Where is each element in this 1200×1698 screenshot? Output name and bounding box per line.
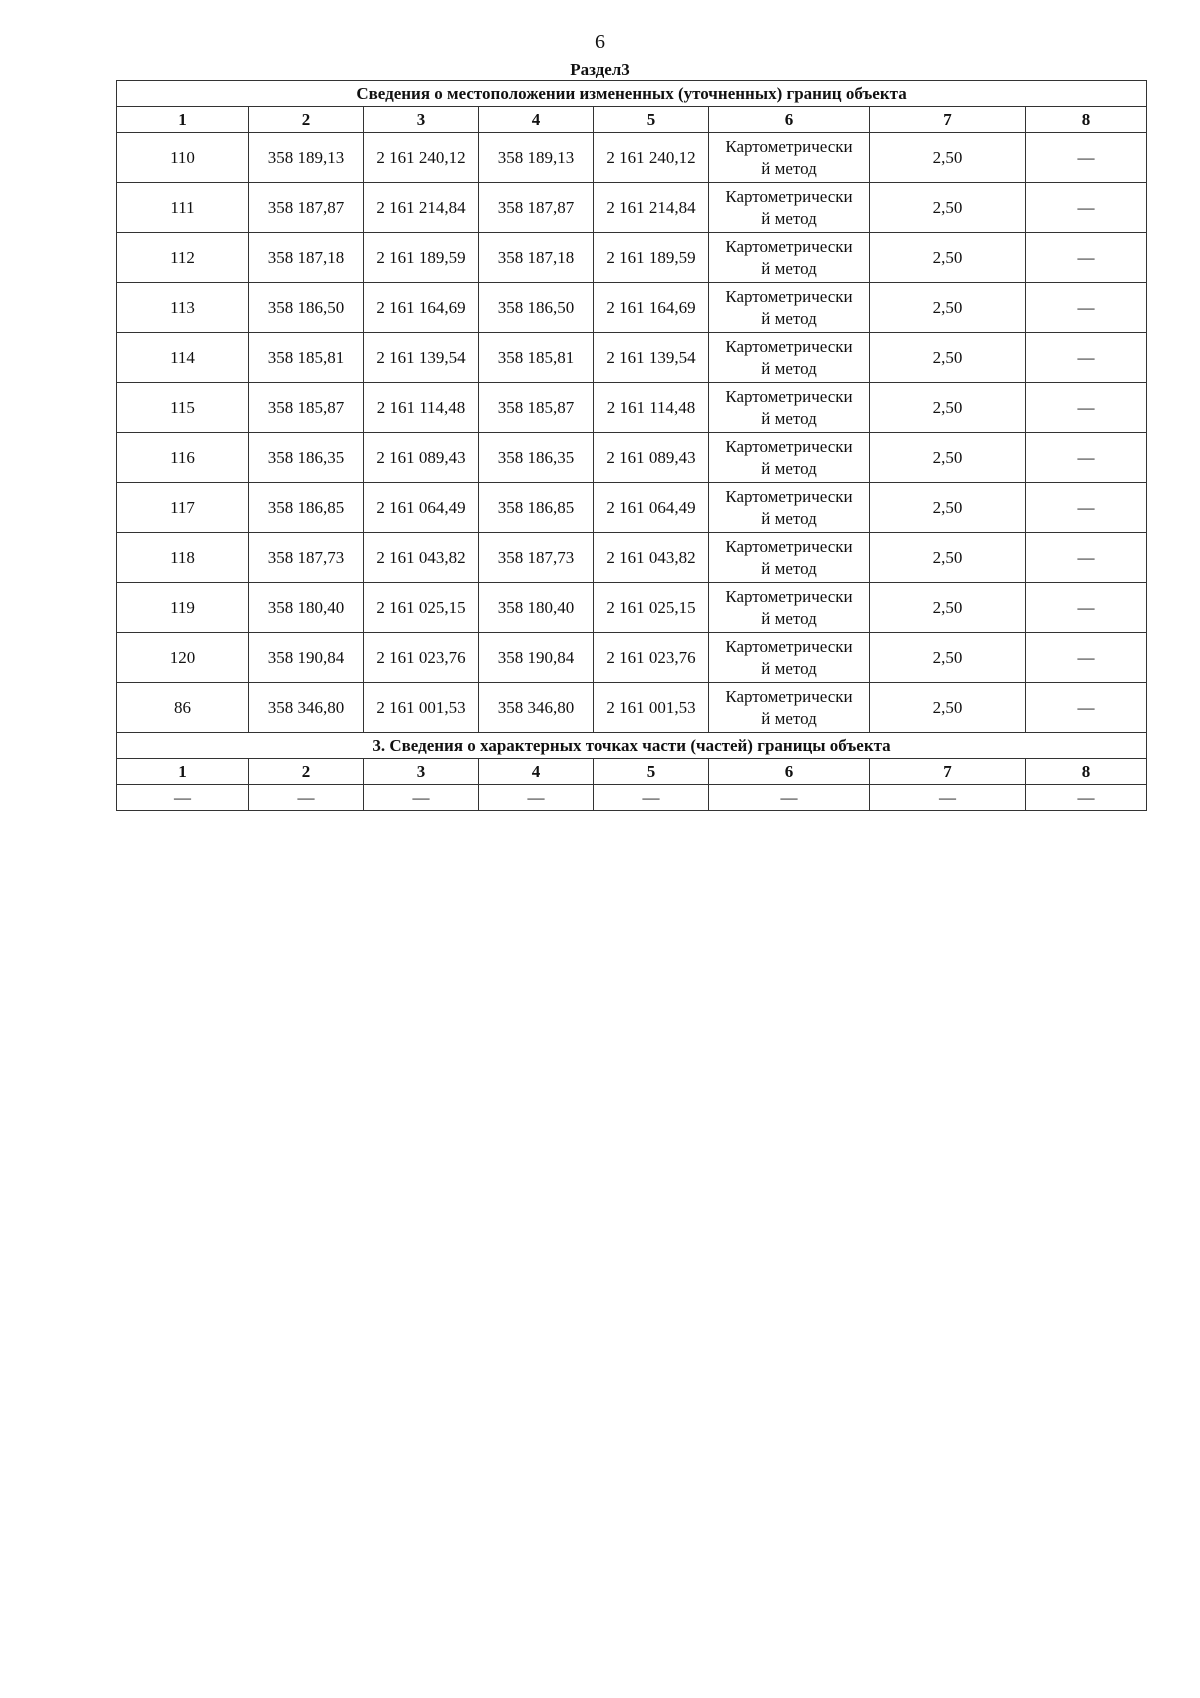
cell-c4: 358 189,13 bbox=[479, 133, 594, 183]
cell-c8: — bbox=[1026, 133, 1147, 183]
cell-c3: 2 161 240,12 bbox=[364, 133, 479, 183]
cell-c5: 2 161 089,43 bbox=[594, 433, 709, 483]
cell-c3: 2 161 214,84 bbox=[364, 183, 479, 233]
method-line-1: Картометрически bbox=[725, 486, 853, 506]
page-number: 6 bbox=[595, 31, 605, 53]
cell-c5: — bbox=[594, 785, 709, 811]
table-row bbox=[117, 785, 1147, 811]
cell-c3: 2 161 043,82 bbox=[364, 533, 479, 583]
table-row bbox=[117, 433, 1147, 483]
cell-method bbox=[709, 283, 870, 333]
method-line-2: й метод bbox=[761, 508, 817, 528]
cell-c3: 2 161 064,49 bbox=[364, 483, 479, 533]
cell-c1: 110 bbox=[117, 133, 249, 183]
cell-method bbox=[709, 583, 870, 633]
method-line-1: Картометрически bbox=[725, 636, 853, 656]
cell-c5: 2 161 023,76 bbox=[594, 633, 709, 683]
cell-c8: — bbox=[1026, 183, 1147, 233]
table-row bbox=[117, 483, 1147, 533]
cell-c4: 358 187,73 bbox=[479, 533, 594, 583]
cell-method bbox=[709, 433, 870, 483]
column-header: 8 bbox=[1026, 759, 1147, 785]
column-header: 2 bbox=[249, 107, 364, 133]
cell-method bbox=[709, 133, 870, 183]
method-line-1: Картометрически bbox=[725, 336, 853, 356]
cell-c2: 358 190,84 bbox=[249, 633, 364, 683]
cell-c5: 2 161 114,48 bbox=[594, 383, 709, 433]
cell-c2: 358 185,87 bbox=[249, 383, 364, 433]
cell-c2: — bbox=[249, 785, 364, 811]
column-header: 3 bbox=[364, 107, 479, 133]
column-header: 6 bbox=[709, 107, 870, 133]
cell-c8: — bbox=[1026, 283, 1147, 333]
cell-c3: 2 161 189,59 bbox=[364, 233, 479, 283]
method-line-1: Картометрически bbox=[725, 586, 853, 606]
cell-c5: 2 161 189,59 bbox=[594, 233, 709, 283]
column-header: 5 bbox=[594, 759, 709, 785]
cell-method bbox=[709, 383, 870, 433]
method-line-2: й метод bbox=[761, 208, 817, 228]
column-header: 4 bbox=[479, 759, 594, 785]
cell-c5: 2 161 164,69 bbox=[594, 283, 709, 333]
cell-c4: 358 186,85 bbox=[479, 483, 594, 533]
cell-c7: 2,50 bbox=[870, 283, 1026, 333]
table-row bbox=[117, 283, 1147, 333]
table-row bbox=[117, 333, 1147, 383]
cell-c7: 2,50 bbox=[870, 383, 1026, 433]
cell-c5: 2 161 025,15 bbox=[594, 583, 709, 633]
cell-c2: 358 187,73 bbox=[249, 533, 364, 583]
cell-c7: 2,50 bbox=[870, 483, 1026, 533]
cell-c3: 2 161 025,15 bbox=[364, 583, 479, 633]
method-line-2: й метод bbox=[761, 658, 817, 678]
cell-c2: 358 187,18 bbox=[249, 233, 364, 283]
table-row bbox=[117, 533, 1147, 583]
column-header: 1 bbox=[117, 107, 249, 133]
method-line-1: Картометрически bbox=[725, 686, 853, 706]
cell-c8: — bbox=[1026, 683, 1147, 733]
cell-c5: 2 161 240,12 bbox=[594, 133, 709, 183]
cell-c8: — bbox=[1026, 583, 1147, 633]
method-line-1: Картометрически bbox=[725, 286, 853, 306]
cell-c7: 2,50 bbox=[870, 583, 1026, 633]
method-line-1: Картометрически bbox=[725, 186, 853, 206]
column-header: 3 bbox=[364, 759, 479, 785]
method-line-2: й метод bbox=[761, 608, 817, 628]
cell-method bbox=[709, 333, 870, 383]
method-line-2: й метод bbox=[761, 258, 817, 278]
cell-c3: 2 161 023,76 bbox=[364, 633, 479, 683]
table-caption bbox=[117, 81, 1147, 107]
method-line-1: Картометрически bbox=[725, 536, 853, 556]
cell-c2: 358 186,85 bbox=[249, 483, 364, 533]
cell-c2: 358 189,13 bbox=[249, 133, 364, 183]
cell-c7: 2,50 bbox=[870, 633, 1026, 683]
method-line-2: й метод bbox=[761, 708, 817, 728]
cell-c5: 2 161 064,49 bbox=[594, 483, 709, 533]
cell-c4: — bbox=[479, 785, 594, 811]
section-3-header-row bbox=[117, 759, 1147, 785]
cell-c3: 2 161 001,53 bbox=[364, 683, 479, 733]
cell-c2: 358 186,50 bbox=[249, 283, 364, 333]
cell-c1: 119 bbox=[117, 583, 249, 633]
cell-method bbox=[709, 183, 870, 233]
cell-c3: 2 161 114,48 bbox=[364, 383, 479, 433]
cell-c7: 2,50 bbox=[870, 333, 1026, 383]
table-row bbox=[117, 183, 1147, 233]
method-line-2: й метод bbox=[761, 458, 817, 478]
cell-c1: 114 bbox=[117, 333, 249, 383]
cell-c1: 112 bbox=[117, 233, 249, 283]
column-header: 2 bbox=[249, 759, 364, 785]
method-line-1: Картометрически bbox=[725, 386, 853, 406]
cell-c3: 2 161 089,43 bbox=[364, 433, 479, 483]
method-line-1: Картометрически bbox=[725, 236, 853, 256]
cell-c2: 358 186,35 bbox=[249, 433, 364, 483]
cell-c2: 358 187,87 bbox=[249, 183, 364, 233]
cell-c8: — bbox=[1026, 533, 1147, 583]
method-line-2: й метод bbox=[761, 308, 817, 328]
cell-c8: — bbox=[1026, 633, 1147, 683]
cell-method bbox=[709, 533, 870, 583]
cell-c1: 115 bbox=[117, 383, 249, 433]
cell-c1: 120 bbox=[117, 633, 249, 683]
column-header: 4 bbox=[479, 107, 594, 133]
column-header: 1 bbox=[117, 759, 249, 785]
cell-c8: — bbox=[1026, 233, 1147, 283]
column-header: 7 bbox=[870, 107, 1026, 133]
column-header: 6 bbox=[709, 759, 870, 785]
cell-c4: 358 185,81 bbox=[479, 333, 594, 383]
cell-c4: 358 190,84 bbox=[479, 633, 594, 683]
cell-method bbox=[709, 683, 870, 733]
boundary-table bbox=[116, 80, 1147, 811]
cell-c8: — bbox=[1026, 383, 1147, 433]
method-line-2: й метод bbox=[761, 408, 817, 428]
cell-c7: 2,50 bbox=[870, 683, 1026, 733]
cell-c5: 2 161 001,53 bbox=[594, 683, 709, 733]
cell-c1: — bbox=[117, 785, 249, 811]
cell-c4: 358 186,50 bbox=[479, 283, 594, 333]
cell-c7: 2,50 bbox=[870, 183, 1026, 233]
cell-c3: — bbox=[364, 785, 479, 811]
cell-c4: 358 186,35 bbox=[479, 433, 594, 483]
cell-c8: — bbox=[1026, 333, 1147, 383]
cell-c5: 2 161 214,84 bbox=[594, 183, 709, 233]
cell-c7: 2,50 bbox=[870, 533, 1026, 583]
cell-c2: 358 185,81 bbox=[249, 333, 364, 383]
cell-c5: 2 161 043,82 bbox=[594, 533, 709, 583]
cell-c1: 113 bbox=[117, 283, 249, 333]
cell-c3: 2 161 164,69 bbox=[364, 283, 479, 333]
cell-c1: 117 bbox=[117, 483, 249, 533]
cell-c7: — bbox=[870, 785, 1026, 811]
cell-method bbox=[709, 633, 870, 683]
cell-c2: 358 180,40 bbox=[249, 583, 364, 633]
cell-c5: 2 161 139,54 bbox=[594, 333, 709, 383]
cell-c8: — bbox=[1026, 483, 1147, 533]
section-title: Раздел3 bbox=[570, 60, 630, 79]
cell-c4: 358 187,18 bbox=[479, 233, 594, 283]
cell-c4: 358 187,87 bbox=[479, 183, 594, 233]
cell-c3: 2 161 139,54 bbox=[364, 333, 479, 383]
cell-method bbox=[709, 233, 870, 283]
cell-c1: 118 bbox=[117, 533, 249, 583]
column-header: 7 bbox=[870, 759, 1026, 785]
cell-c7: 2,50 bbox=[870, 133, 1026, 183]
cell-c8: — bbox=[1026, 433, 1147, 483]
cell-c4: 358 185,87 bbox=[479, 383, 594, 433]
cell-c8: — bbox=[1026, 785, 1147, 811]
column-header: 8 bbox=[1026, 107, 1147, 133]
section-3-caption-text: 3. Сведения о характерных точках части (частей) границы объекта bbox=[117, 733, 1147, 759]
cell-c1: 86 bbox=[117, 683, 249, 733]
cell-c1: 111 bbox=[117, 183, 249, 233]
method-line-1: Картометрически bbox=[725, 136, 853, 156]
table-row bbox=[117, 233, 1147, 283]
table-row bbox=[117, 633, 1147, 683]
column-header: 5 bbox=[594, 107, 709, 133]
method-line-2: й метод bbox=[761, 158, 817, 178]
cell-method bbox=[709, 483, 870, 533]
section-3-caption bbox=[117, 733, 1147, 759]
table-row bbox=[117, 383, 1147, 433]
cell-c1: 116 bbox=[117, 433, 249, 483]
cell-c7: 2,50 bbox=[870, 233, 1026, 283]
cell-c7: 2,50 bbox=[870, 433, 1026, 483]
table-row bbox=[117, 133, 1147, 183]
table-row bbox=[117, 683, 1147, 733]
method-line-2: й метод bbox=[761, 358, 817, 378]
cell-c4: 358 180,40 bbox=[479, 583, 594, 633]
table-row bbox=[117, 583, 1147, 633]
cell-c2: 358 346,80 bbox=[249, 683, 364, 733]
cell-c4: 358 346,80 bbox=[479, 683, 594, 733]
method-line-2: й метод bbox=[761, 558, 817, 578]
cell-c6: — bbox=[709, 785, 870, 811]
column-header-row bbox=[117, 107, 1147, 133]
method-line-1: Картометрически bbox=[725, 436, 853, 456]
table-caption-text: Сведения о местоположении измененных (уточненных) границ объекта bbox=[117, 81, 1147, 107]
